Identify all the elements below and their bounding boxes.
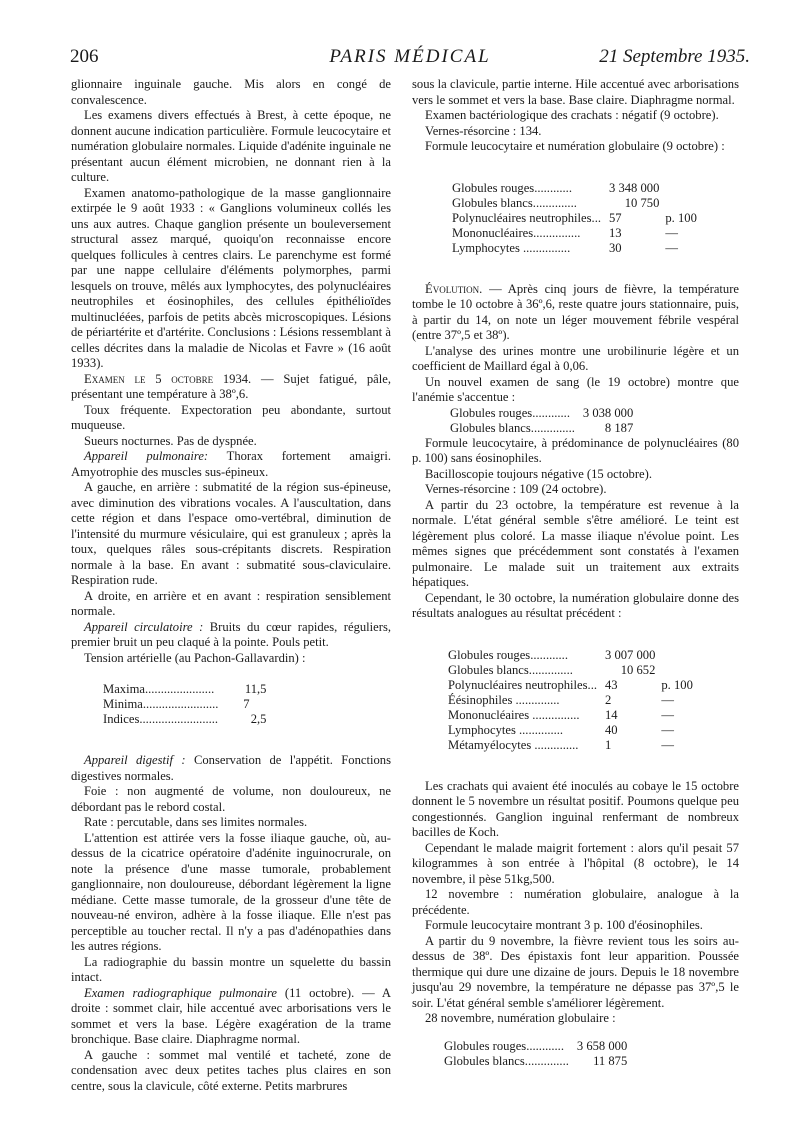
section-heading: Examen le 5 octobre 1934.: [84, 371, 252, 386]
paragraph: Cependant le malade maigrit fortement : alors qu'il pesait 57 kilogrammes à son entrée à l'hôpital (8 octobre), le 14 novembre, il pèse 51kg,500.: [412, 840, 739, 886]
paragraph: Examen bactériologique des crachats : négatif (9 octobre).: [425, 108, 719, 122]
paragraph: Évolution. — Après cinq jours de fièvre, la température tombe le 10 octobre à 36º,6, reste quatre jours stationnaire, puis, à partir du 14, on note un léger mouvement fébrile vespéral (entre 37º,5 et 38º).: [412, 281, 739, 342]
paragraph: L'attention est attirée vers la fosse iliaque gauche, où, au-dessus de la cicatrice opératoire d'adénite inguinocrurale, on note la présence d'une masse tumorale, probablement ganglionnaire, non douloureuse, débordant légèrement la ligne médiane. Cette masse tumorale, de la grosseur d'une tête de nouveau-né environ, adhère à la fosse iliaque. Elle n'est pas perceptible au toucher rectal. Il n'y a pas d'adénopathies dans les autres régions.: [71, 830, 391, 953]
table-row: Indices......................... 2,5: [103, 712, 267, 726]
paragraph: glionnaire inguinale gauche. Mis alors en congé de convalescence.: [71, 77, 391, 107]
paragraph: Appareil circulatoire : Bruits du cœur rapides, réguliers, premier bruit un peu claqué à la pointe. Pouls petit.: [71, 619, 391, 649]
paragraph: Un nouvel examen de sang (le 19 octobre) montre que l'anémie s'accentue :: [412, 374, 739, 404]
paragraph: Examen radiographique pulmonaire (11 octobre). — A droite : sommet clair, hile accentué avec arborisations vers le sommet et vers la base. Légère exagération de la trame bronchique. Base claire. Diaphragme normal.: [71, 985, 391, 1046]
blood-count-table-9-oct: [452, 181, 697, 256]
paragraph: Bacilloscopie toujours négative (15 octobre).: [425, 466, 652, 481]
table-row: Mononucléaires ............... 14 —: [448, 707, 674, 722]
table-row: Globules blancs.............. 11 875: [444, 1053, 628, 1068]
table-row: Globules rouges............ 3 348 000: [452, 180, 660, 195]
paragraph: A partir du 9 novembre, la fièvre revient tous les soirs au-dessus de 38º. Des épistaxis font leur apparition. Poussée thermique qui dure une dizaine de jours. Depuis le 18 novembre jusqu'au 29 novembre, la température ne dépasse pas 37º,5 le soir. L'état général semble s'améliorer légèrement.: [412, 933, 739, 1010]
table-row: Minima........................ 7: [103, 697, 250, 711]
paragraph: A droite, en arrière et en avant : respiration sensiblement normale.: [71, 588, 391, 618]
table-row: Polynucléaires neutrophiles... 57 p. 100: [452, 210, 697, 225]
right-column: [412, 77, 739, 1069]
paragraph: Examen le 5 octobre 1934. — Sujet fatigué, pâle, présentant une température à 38º,6.: [71, 371, 391, 401]
section-heading: Appareil circulatoire :: [84, 619, 204, 634]
paragraph: Toux fréquente. Expectoration peu abondante, surtout muqueuse.: [71, 402, 391, 432]
left-column: [71, 77, 391, 1094]
table-row: Lymphocytes .............. 40 —: [448, 722, 674, 737]
paragraph: A partir du 23 octobre, la température est revenue à la normale. L'état général semble s'être amélioré. Le teint est légèrement plus coloré. La masse iliaque n'évolue point. Les mêmes signes que précédemment sont constatés à l'examen pulmonaire. Le malade suit un traitement aux extraits hépatiques.: [412, 497, 739, 589]
table-row: Globules rouges............ 3 007 000: [448, 647, 656, 662]
table-row: Globules blancs.............. 8 187: [450, 420, 634, 435]
paragraph: L'analyse des urines montre une urobilinurie légère et un coefficient de Maillard égal à 0,06.: [412, 343, 739, 373]
paragraph: Appareil pulmonaire: Thorax fortement amaigri. Amyotrophie des muscles sus-épineux.: [71, 449, 391, 479]
table-row: Globules blancs.............. 10 750: [452, 195, 660, 210]
table-row: Mononucléaires............... 13 —: [452, 225, 678, 240]
paragraph: 28 novembre, numération globulaire :: [425, 1011, 616, 1025]
paragraph: Formule leucocytaire montrant 3 p. 100 d'éosinophiles.: [425, 918, 703, 932]
table-row: Maxima...................... 11,5: [103, 682, 267, 696]
paragraph: Formule leucocytaire, à prédominance de polynucléaires (80 p. 100) sans éosinophiles.: [412, 435, 739, 465]
paragraph: A gauche : sommet mal ventilé et tacheté, zone de condensation avec deux petites taches plus claires en son centre, sous la clavicule, côté externe. Petits marbrures: [71, 1047, 391, 1093]
table-row: Globules blancs.............. 10 652: [448, 662, 656, 677]
table-row: Globules rouges............ 3 038 000: [450, 405, 634, 420]
paragraph: Foie : non augmenté de volume, non douloureux, ne débordant pas le rebord costal.: [71, 784, 391, 814]
blood-count-table-30-oct: [448, 648, 693, 753]
issue-date: 21 Septembre 1935.: [599, 46, 750, 67]
paragraph: Cependant, le 30 octobre, la numération globulaire donne des résultats analogues au résultat précédent :: [412, 590, 739, 620]
section-heading: Examen radiographique pulmonaire: [84, 985, 278, 1000]
page-header: [70, 46, 750, 74]
table-row: Globules rouges............ 3 658 000: [444, 1038, 628, 1053]
table-row: Polynucléaires neutrophiles... 43 p. 100: [448, 677, 693, 692]
paragraph: Tension artérielle (au Pachon-Gallavardin) :: [84, 650, 306, 665]
paragraph: A gauche, en arrière : submatité de la région sus-épineuse, avec diminution des vibrations vocales. A l'auscultation, dans cette région et dans l'espace omo-vertébral, diminution de l'intensité du murmure vésiculaire, qui est granuleux ; après la toux, quelques râles sous-crépitants discrets. Respiration normale à la base. En avant : submatité sous-claviculaire. Respiration rude.: [71, 480, 391, 587]
table-row: Éésinophiles .............. 2 —: [448, 692, 674, 707]
paragraph: Les examens divers effectués à Brest, à cette époque, ne donnent aucune indication particulière. Formule leucocytaire et numération globulaire normales. Liquide d'adénite inguinale ne présentant aucun élément microbien, ne donnant rien à la culture.: [71, 108, 391, 184]
tension-table: [103, 682, 266, 727]
paragraph: La radiographie du bassin montre un squelette du bassin intact.: [71, 954, 391, 984]
paragraph: 12 novembre : numération globulaire, analogue à la précédente.: [412, 887, 739, 917]
paragraph: Vernes-résorcine : 134.: [425, 123, 542, 138]
blood-count-table-28-nov: [444, 1039, 627, 1069]
paragraph: Examen anatomo-pathologique de la masse ganglionnaire extirpée le 9 août 1933 : « Ganglions volumineux collés les uns aux autres. Chaque ganglion présente un bouleversement structural assez marqué, quoiqu'on reconnaisse encore quelques follicules à centres clairs. Le parenchyme est formé par une nappe cellulaire d'éléments polymorphes, parmi lesquels on trouve, mêlés aux lymphocytes, des polynucléaires neutrophiles et éosinophiles, des cellules épithélioïdes multinucléées, parfois de petits abcès microscopiques. Lésions de périartérite et d'artérite. Conclusions : Lésions ressemblant à celles décrites dans la maladie de Nicolas et Favre » (16 août 1933).: [71, 185, 391, 370]
paragraph: Sueurs nocturnes. Pas de dyspnée.: [84, 433, 257, 448]
paragraph: Vernes-résorcine : 109 (24 octobre).: [425, 482, 607, 496]
paragraph: Appareil digestif : Conservation de l'appétit. Fonctions digestives normales.: [71, 753, 391, 783]
paragraph: Formule leucocytaire et numération globulaire (9 octobre) :: [425, 139, 725, 153]
page-number: 206: [70, 46, 99, 67]
section-heading: Évolution.: [425, 281, 483, 296]
blood-count-table-19-oct: [450, 406, 633, 436]
table-row: Métamyélocytes .............. 1 —: [448, 737, 674, 752]
journal-title: PARIS MÉDICAL: [329, 46, 491, 67]
section-heading: Appareil digestif :: [84, 753, 186, 767]
paragraph: Les crachats qui avaient été inoculés au cobaye le 15 octobre donnent le 5 novembre un résultat positif. Poumons quelque peu congestionnés. Ganglion inguinal renfermant de nombreux bacilles de Koch.: [412, 778, 739, 839]
table-row: Lymphocytes ............... 30 —: [452, 240, 678, 255]
section-heading: Appareil pulmonaire:: [84, 449, 209, 463]
paragraph: sous la clavicule, partie interne. Hile accentué avec arborisations vers le sommet et vers la base. Base claire. Diaphragme normal.: [412, 77, 739, 107]
paragraph: Rate : percutable, dans ses limites normales.: [84, 815, 308, 829]
